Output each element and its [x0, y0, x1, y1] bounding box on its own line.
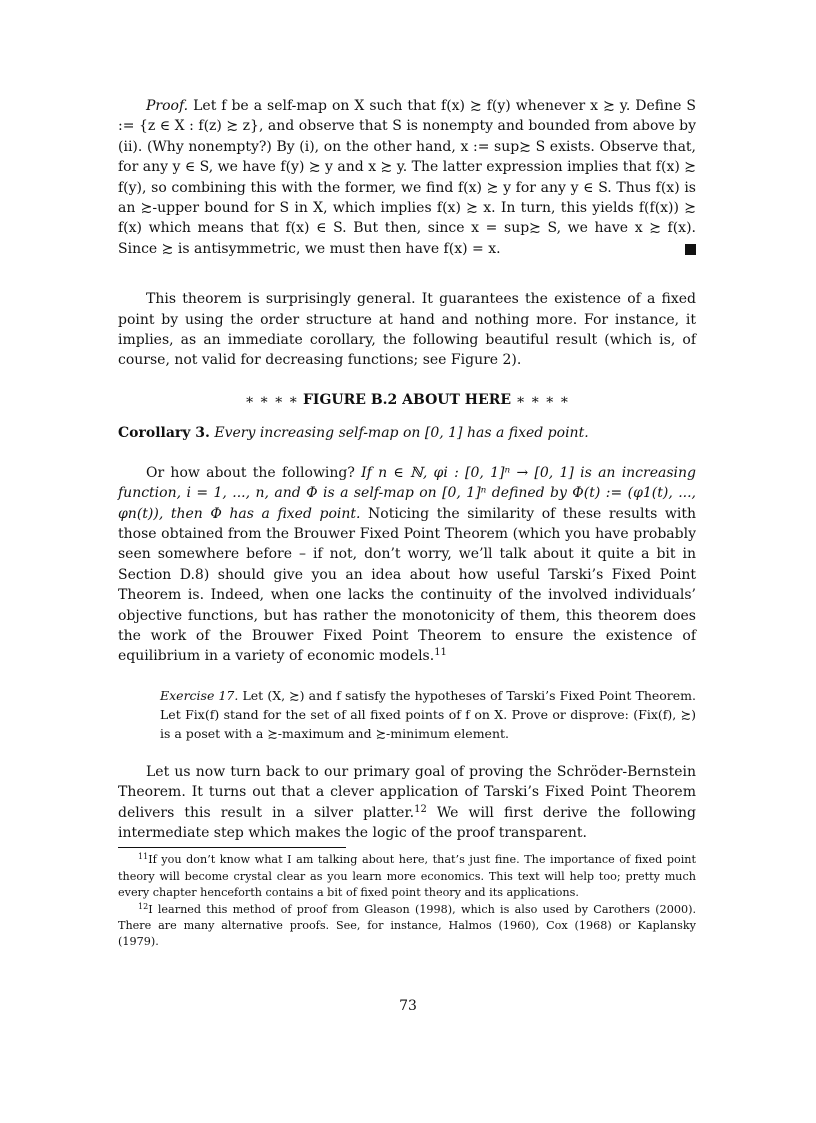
proof-label: Proof. — [146, 98, 189, 114]
footnote-12 — [118, 902, 696, 951]
paragraph-how-about — [118, 463, 696, 667]
paragraph-theorem-general: This theorem is surprisingly general. It guarantees the existence of a fixed point by using the order structure at hand and nothing more. For instance, it implies, as an immediate corollary, the following beautiful result (which is, of course, not valid for decreasing functions; see Figure 2). — [118, 291, 696, 369]
qed-square-icon — [685, 244, 696, 255]
exercise-17 — [160, 686, 696, 743]
footnote-rule — [118, 847, 346, 848]
page-number: 73 — [399, 998, 417, 1014]
figure-label: FIGURE B.2 ABOUT HERE — [302, 391, 511, 408]
footnote-11 — [118, 852, 696, 901]
para2-lead: Or how about the following? — [146, 464, 355, 481]
proof-paragraph — [118, 96, 696, 259]
para2-italic: If n ∈ ℕ, φi : [0, 1]ⁿ → [0, 1] is an increasing function, i = 1, ..., n, and Φ is a self-map on [0, 1]ⁿ defined by Φ(t) := (φ1(t), ..., φn(t)), then Φ has a fixed point. — [118, 464, 696, 522]
footnote-ref-11[interactable]: 11 — [434, 647, 447, 659]
figure-stars-right: ∗ ∗ ∗ ∗ — [515, 391, 570, 408]
para3-text-b: We will first derive the following intermediate step which makes the logic of the proof transparent. — [118, 804, 697, 841]
corollary-label: Corollary 3. — [118, 425, 210, 442]
para3-text-a: Let us now turn back to our primary goal of proving the Schröder-Bernstein Theorem. It turns out that a clever application of Tarski’s Fixed Point Theorem delivers this result in a silver platter. — [118, 763, 696, 821]
paragraph-schroder-bernstein — [118, 762, 696, 844]
exercise-label: Exercise 17. — [160, 687, 239, 703]
figure-stars-left: ∗ ∗ ∗ ∗ — [244, 391, 299, 408]
exercise-text: Let (X, ≿) and f satisfy the hypotheses of Tarski’s Fixed Point Theorem. Let Fix(f) stand for the set of all fixed points of f on X. Prove or disprove: (Fix(f), ≿) is a poset with a ≿-maximum and ≿-minimum element. — [160, 687, 697, 741]
footnote-text: I learned this method of proof from Gleason (1998), which is also used by Carothers (2000). There are many alternative proofs. See, for instance, Halmos (1960), Cox (1968) or Kaplansky (1979). — [118, 902, 696, 949]
corollary-text: Every increasing self-map on [0, 1] has a fixed point. — [214, 425, 589, 442]
footnote-text: If you don’t know what I am talking about here, that’s just fine. The importance of fixed point theory will become crystal clear as you learn more economics. This text will help too; pretty much every chapter henceforth contains a bit of fixed point theory and its applications. — [118, 853, 696, 900]
footnote-ref-12[interactable]: 12 — [414, 803, 427, 815]
proof-text: Let f be a self-map on X such that f(x) ≿ f(y) whenever x ≿ y. Define S := {z ∈ X : f(z) ≿ z}, and observe that S is nonempty and bounded from above by (ii). (Why nonempty?) By (i), on the other hand, x := sup≿ S exists. Observe that, for any y ∈ S, we have f(y) ≿ y and x ≿ y. The latter expression implies that f(x) ≿ f(y), so combining this with the former, we find f(x) ≿ y for any y ∈ S. Thus f(x) is an ≿-upper bound for S in X, which implies f(x) ≿ x. In turn, this yields f(f(x)) ≿ f(x) which means that f(x) ∈ S. But then, since x = sup≿ S, we have x ≿ f(x). Since ≿ is antisymmetric, we must then have f(x) = x. — [118, 98, 696, 257]
page-body — [118, 96, 696, 951]
footnote-number: 12 — [138, 901, 149, 911]
figure-placeholder — [118, 390, 696, 410]
para2-rest: Noticing the similarity of these results with those obtained from the Brouwer Fixed Point Theorem (which you have probably seen somewhere before – if not, don’t worry, we’ll talk about it quite a bit in Section D.8) should give you an idea about how useful Tarski’s Fixed Point Theorem is. Indeed, when one lacks the continuity of the involved individuals’ objective functions, but has rather the monotonicity of them, this theorem does the work of the Brouwer Fixed Point Theorem to ensure the existence of equilibrium in a variety of economic models. — [118, 505, 696, 665]
footnote-number: 11 — [138, 852, 149, 862]
corollary-3 — [118, 423, 696, 443]
